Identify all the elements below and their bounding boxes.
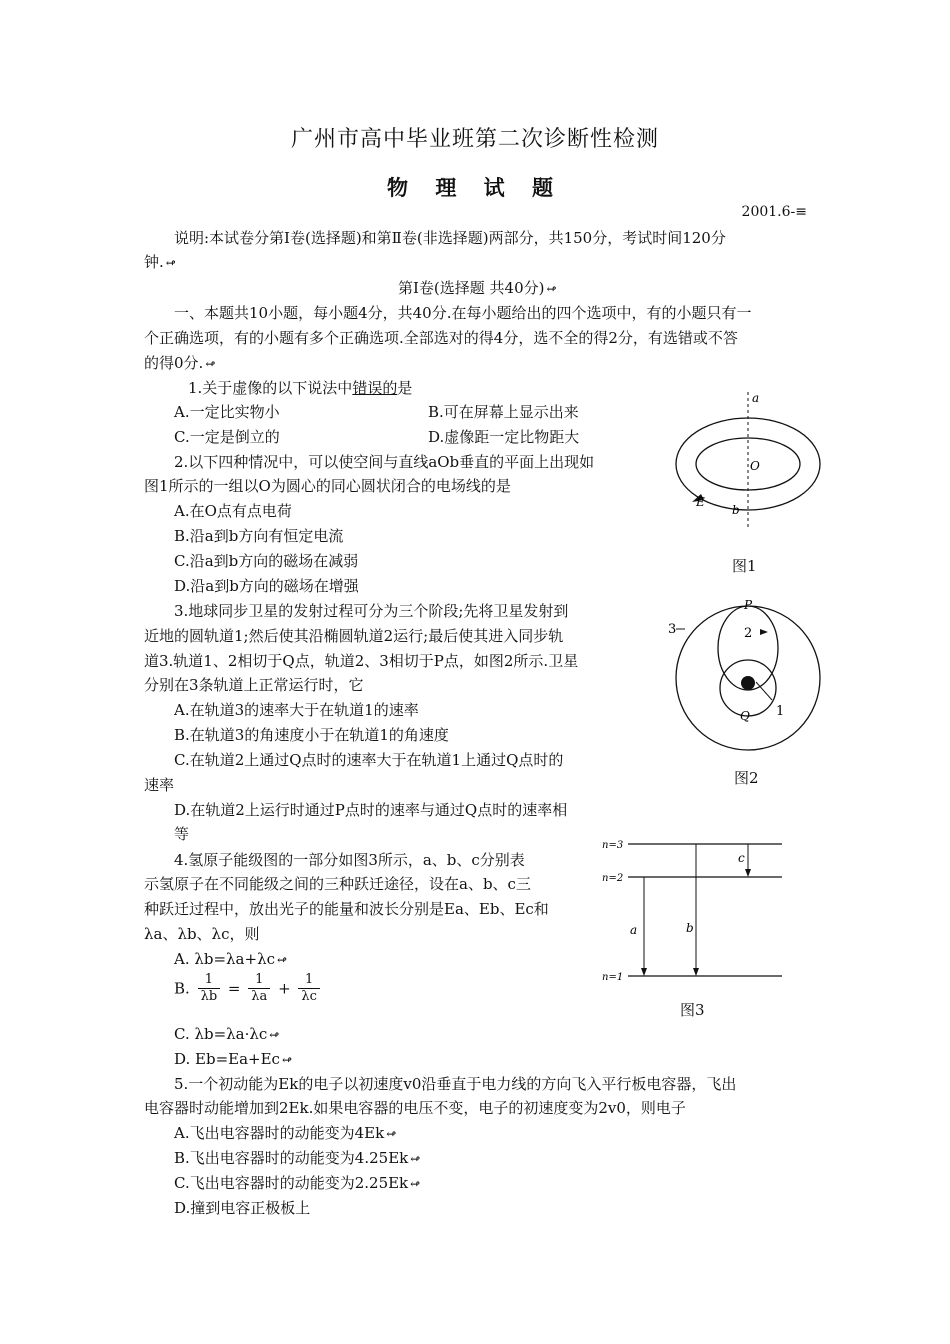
instructions-line-1: 一、本题共10小题，每小题4分，共40分.在每小题给出的四个选项中，有的小题只有一: [174, 304, 752, 322]
orbit-2-arrow-icon: [760, 629, 768, 635]
transition-b-arrow-icon: [693, 968, 699, 976]
q2-stem-line-2: 图1所示的一组以O为圆心的同心圆状闭合的电场线的是: [144, 477, 511, 495]
figure-3-caption: 图3: [680, 1001, 705, 1019]
q4-option-d: D. Eb=Ea+Ec ↫: [174, 1050, 293, 1068]
fig3-label-b: b: [686, 921, 694, 935]
q3-option-d-line-2: 等: [174, 825, 190, 843]
section-heading: 第Ⅰ卷(选择题 共40分) ↫: [398, 279, 557, 297]
q4-option-a: A. λb=λa+λc ↫: [174, 950, 288, 968]
figure-1-caption: 图1: [732, 557, 757, 575]
return-mark-icon: ↫: [410, 1177, 421, 1191]
q2-option-d: D.沿a到b方向的磁场在增强: [174, 577, 359, 595]
fig1-label-a: a: [752, 391, 760, 405]
q1-option-d: D.虚像距一定比物距大: [428, 428, 580, 446]
q4-stem-line-3: 种跃迁过程中，放出光子的能量和波长分别是Ea、Eb、Ec和: [144, 900, 549, 918]
q3-stem-line-3: 道3.轨道1、2相切于Q点，轨道2、3相切于P点，如图2所示.卫星: [144, 652, 579, 670]
figure-1-concentric-field-lines: [668, 388, 828, 578]
instructions-line-3: 的得0分. ↫: [144, 354, 216, 372]
q4-stem-line-4: λa、λb、λc，则: [144, 925, 260, 943]
return-mark-icon: ↫: [276, 953, 288, 967]
fig3-label-n3: n=3: [602, 840, 624, 851]
q4-stem-line-2: 示氢原子在不同能级之间的三种跃迁途径，设在a、b、c三: [144, 875, 531, 893]
fig3-label-n2: n=2: [602, 873, 624, 884]
return-mark-icon: ↫: [205, 357, 216, 371]
q5-option-d: D.撞到电容正极板上: [174, 1199, 311, 1217]
q2-option-c: C.沿a到b方向的磁场在减弱: [174, 552, 359, 570]
q5-option-c: C.飞出电容器时的动能变为2.25Ek ↫: [174, 1174, 421, 1192]
q1-option-c: C.一定是倒立的: [174, 428, 280, 446]
q3-option-b: B.在轨道3的角速度小于在轨道1的角速度: [174, 726, 449, 744]
exam-date: 2001.6-≡: [741, 204, 807, 220]
fig3-label-a: a: [630, 923, 638, 937]
q5-option-b: B.飞出电容器时的动能变为4.25Ek ↫: [174, 1149, 421, 1167]
q4-option-c: C. λb=λa·λc ↫: [174, 1025, 280, 1043]
q3-option-a: A.在轨道3的速率大于在轨道1的速率: [174, 701, 419, 719]
subject-title: 物 理 试 题: [387, 175, 563, 200]
q3-option-c-line-2: 速率: [144, 776, 175, 794]
fraction-1-over-lc: $\frac{1}{\lambda c}$: [298, 972, 320, 1005]
intro-line-2: 钟. ↫: [144, 253, 176, 271]
orbit-1-pointer: [756, 682, 772, 700]
fig2-label-1: 1: [776, 704, 785, 719]
q3-option-c-line-1: C.在轨道2上通过Q点时的速率大于在轨道1上通过Q点时的: [174, 751, 564, 769]
q4-option-b: B. $\frac{1}{\lambda b}$ = $\frac{1}{\lambda a}$ + $\frac{1}{\lambda c}$: [174, 972, 323, 1005]
q2-option-a: A.在O点有点电荷: [174, 502, 292, 520]
page-title: 广州市高中毕业班第二次诊断性检测: [290, 127, 659, 152]
q1-option-a: A.一定比实物小: [174, 403, 280, 421]
fig3-label-c: c: [738, 851, 745, 865]
fig1-label-b: b: [732, 503, 740, 517]
return-mark-icon: ↫: [546, 282, 557, 296]
q5-option-a: A.飞出电容器时的动能变为4Ek ↫: [174, 1124, 397, 1142]
fraction-1-over-la: $\frac{1}{\lambda a}$: [248, 972, 270, 1005]
fig2-label-q: Q: [740, 709, 750, 723]
fig1-label-o: O: [750, 459, 760, 473]
return-mark-icon: ↫: [269, 1028, 280, 1042]
q3-stem-line-4: 分别在3条轨道上正常运行时，它: [144, 676, 364, 694]
q4-stem-line-1: 4.氢原子能级图的一部分如图3所示，a、b、c分别表: [174, 851, 525, 869]
q5-stem-line-1: 5.一个初动能为Ek的电子以初速度v0沿垂直于电力线的方向飞入平行板电容器，飞出: [174, 1075, 737, 1093]
return-mark-icon: ↫: [281, 1053, 293, 1067]
fig3-label-n1: n=1: [602, 972, 624, 983]
q3-option-d-line-1: D.在轨道2上运行时通过P点时的速率与通过Q点时的速率相: [174, 801, 568, 819]
fig2-label-3: 3: [668, 622, 677, 637]
fraction-1-over-lb: $\frac{1}{\lambda b}$: [198, 972, 221, 1005]
fig2-label-p: P: [744, 598, 753, 612]
q5-stem-line-2: 电容器时动能增加到2Ek.如果电容器的电压不变，电子的初速度变为2v0，则电子: [144, 1099, 686, 1117]
return-mark-icon: ↫: [386, 1127, 397, 1141]
figure-3-energy-levels: [600, 832, 790, 992]
transition-a-arrow-icon: [641, 968, 647, 976]
q1-option-b: B.可在屏幕上显示出来: [428, 403, 579, 421]
transition-c-arrow-icon: [745, 869, 751, 877]
fig1-label-e: E: [696, 495, 705, 509]
figure-2-caption: 图2: [734, 769, 759, 787]
return-mark-icon: ↫: [410, 1152, 421, 1166]
fig2-label-2: 2: [744, 626, 753, 641]
intro-line-1: 说明:本试卷分第Ⅰ卷(选择题)和第Ⅱ卷(非选择题)两部分，共150分，考试时间120分: [174, 229, 726, 247]
q1-stem: 1.关于虚像的以下说法中错误的是: [188, 379, 413, 397]
earth: [741, 676, 755, 690]
instructions-line-2: 个正确选项，有的小题有多个正确选项.全部选对的得4分，选不全的得2分，有选错或不答: [144, 329, 738, 347]
return-mark-icon: ↫: [165, 256, 176, 270]
q2-stem-line-1: 2.以下四种情况中，可以使空间与直线aOb垂直的平面上出现如: [174, 453, 595, 471]
q3-stem-line-1: 3.地球同步卫星的发射过程可分为三个阶段;先将卫星发射到: [174, 602, 569, 620]
figure-2-satellite-orbits: [668, 596, 838, 766]
q2-option-b: B.沿a到b方向有恒定电流: [174, 527, 344, 545]
q3-stem-line-2: 近地的圆轨道1;然后使其沿椭圆轨道2运行;最后使其进入同步轨: [144, 627, 564, 645]
